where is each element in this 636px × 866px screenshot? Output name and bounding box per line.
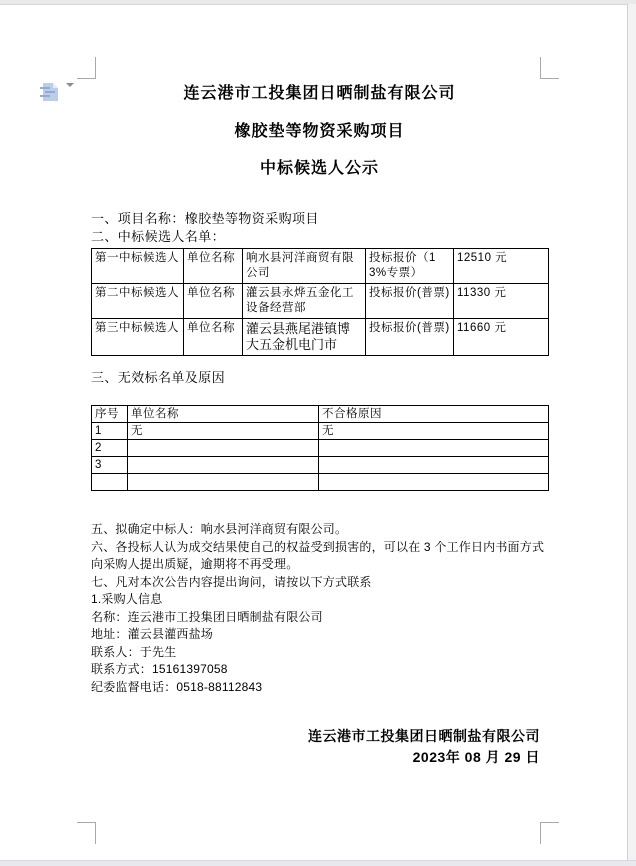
paragraph-document-icon[interactable]	[40, 82, 59, 107]
row-reason	[319, 474, 549, 491]
announcement-body	[91, 521, 548, 696]
crop-mark-top-left	[77, 57, 96, 79]
unit-name: 灌云县燕尾港镇博大五金机电门市	[243, 319, 366, 356]
row-no: 2	[92, 440, 128, 457]
price-label: 投标报价（13%专票）	[366, 249, 454, 284]
intro-line-candidate-list: 二、中标候选人名单：	[91, 229, 226, 244]
candidates-table	[91, 248, 549, 356]
floating-paragraph-widget[interactable]	[40, 82, 80, 104]
row-reason	[319, 440, 549, 457]
price-value: 12510 元	[454, 249, 549, 284]
purchaser-info-heading: 1.采购人信息	[91, 592, 163, 606]
row-unit	[128, 457, 319, 474]
table-row	[92, 457, 549, 474]
objection-period-line: 六、各投标人认为成交结果使自己的权益受到损害的，可以在 3 个工作日内书面方式向采购人提出质疑，逾期将不再受理。	[91, 539, 545, 571]
document-content	[91, 78, 548, 768]
row-unit	[128, 440, 319, 457]
crop-mark-top-right	[540, 57, 559, 79]
crop-mark-bottom-left	[77, 822, 96, 844]
row-unit: 无	[128, 423, 319, 440]
col-header-reason: 不合格原因	[319, 406, 549, 423]
doc-title-announcement: 中标候选人公示	[259, 160, 379, 177]
table-row	[92, 423, 549, 440]
app-top-edge-bar	[0, 0, 636, 5]
candidate-rank: 第二中标候选人	[92, 284, 184, 319]
price-label: 投标报价(普票)	[366, 284, 454, 319]
unit-name: 响水县河洋商贸有限公司	[243, 249, 366, 284]
purchaser-address: 地址：灌云县灌西盐场	[91, 627, 214, 641]
doc-title-company: 连云港市工投集团日晒制盐有限公司	[183, 85, 456, 102]
table-row	[92, 319, 549, 356]
doc-title-project: 橡胶垫等物资采购项目	[234, 123, 405, 140]
purchaser-name: 名称：连云港市工投集团日晒制盐有限公司	[91, 609, 323, 624]
intro-line-project-name: 一、项目名称：橡胶垫等物资采购项目	[91, 211, 319, 226]
page-right-gutter	[627, 4, 636, 861]
invalid-bids-heading: 三、无效标名单及原因	[91, 370, 226, 385]
unit-label: 单位名称	[184, 249, 243, 284]
crop-mark-bottom-right	[540, 822, 559, 844]
app-bottom-edge-bar	[0, 860, 636, 866]
invalid-bids-table-wrap	[91, 405, 548, 491]
contact-person: 联系人：于先生	[91, 644, 177, 659]
row-no: 3	[92, 457, 128, 474]
inquiry-contact-line: 七、凡对本次公告内容提出询问，请按以下方式联系	[91, 574, 372, 589]
table-row	[92, 249, 549, 284]
unit-name: 灌云县永烨五金化工设备经营部	[243, 284, 366, 319]
dropdown-arrow-triangle	[66, 83, 74, 104]
signature-date: 2023年 08 月 29 日	[412, 749, 540, 765]
price-label: 投标报价(普票)	[366, 319, 454, 356]
table-row	[92, 284, 549, 319]
signature-block	[91, 726, 548, 768]
dropdown-arrow-icon[interactable]	[66, 87, 76, 96]
col-header-unit: 单位名称	[128, 406, 319, 423]
row-no	[92, 474, 128, 491]
confirmed-winner-line: 五、拟确定中标人：响水县河洋商贸有限公司。	[91, 522, 348, 536]
row-reason	[319, 457, 549, 474]
unit-label: 单位名称	[184, 319, 243, 356]
signature-company: 连云港市工投集团日晒制盐有限公司	[308, 728, 540, 744]
price-value: 11330 元	[454, 284, 549, 319]
row-no: 1	[92, 423, 128, 440]
price-value: 11660 元	[454, 319, 549, 356]
table-row	[92, 440, 549, 457]
invalid-bids-table	[91, 405, 549, 491]
row-unit	[128, 474, 319, 491]
candidate-rank: 第一中标候选人	[92, 249, 184, 284]
supervision-phone: 纪委监督电话：0518-88112843	[91, 679, 263, 694]
table-row	[92, 474, 549, 491]
col-header-no: 序号	[92, 406, 128, 423]
row-reason: 无	[319, 423, 549, 440]
table-header-row	[92, 406, 549, 423]
candidate-rank: 第三中标候选人	[92, 319, 184, 356]
contact-phone: 联系方式：15161397058	[91, 662, 228, 676]
unit-label: 单位名称	[184, 284, 243, 319]
